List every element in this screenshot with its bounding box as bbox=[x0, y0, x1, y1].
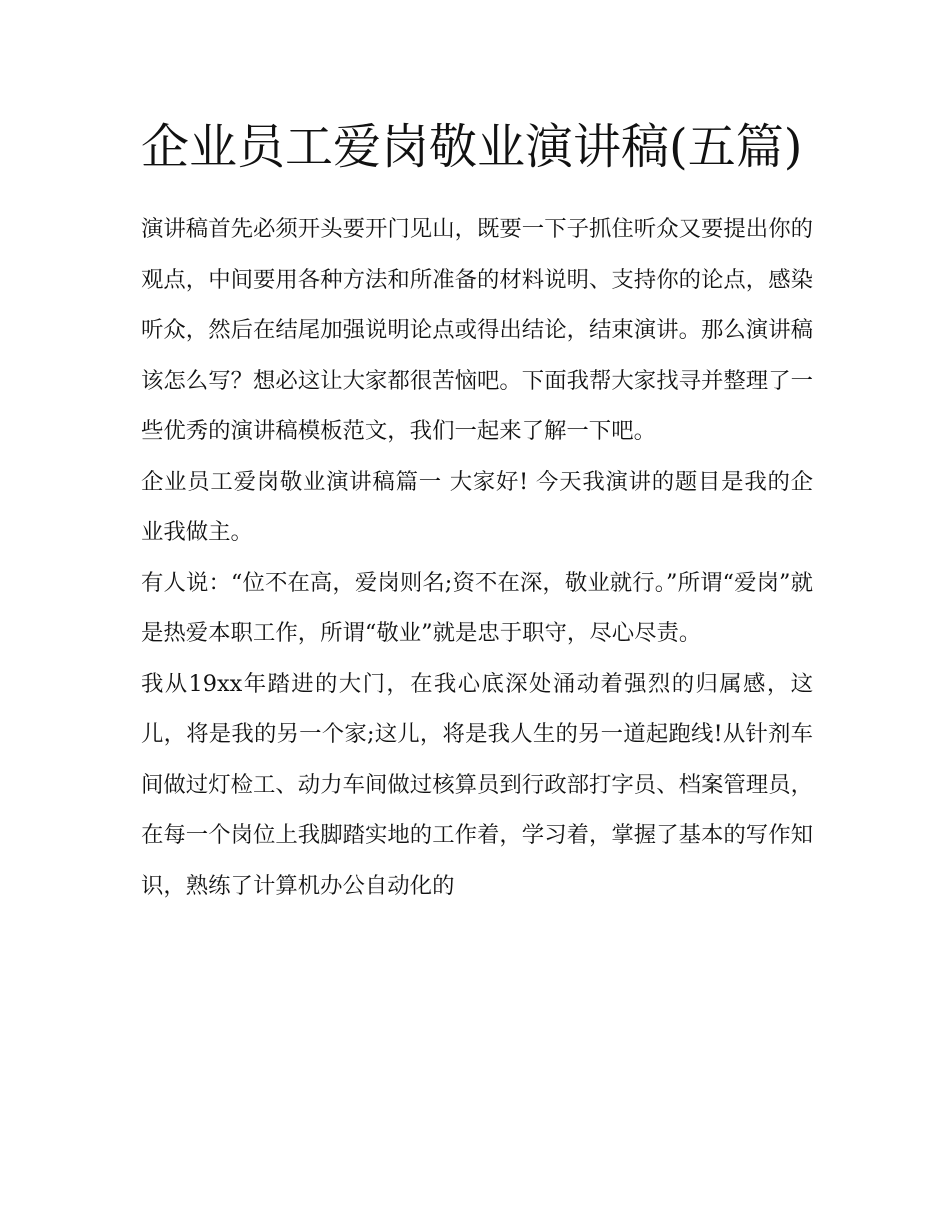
document-page bbox=[141, 112, 813, 911]
speech-opening-paragraph: 企业员工爱岗敬业演讲稿篇一 大家好! 今天我演讲的题目是我的企业我做主。 bbox=[141, 468, 813, 545]
intro-paragraph: 演讲稿首先必须开头要开门见山，既要一下子抓住听众又要提出你的观点，中间要用各种方法和所准备的材料说明、支持你的论点，感染听众，然后在结尾加强说明论点或得出结论，结束演讲。那么演讲稿该怎么写？想必这让大家都很苦恼吧。下面我帮大家找寻并整理了一些优秀的演讲稿模板范文，我们一起来了解一下吧。 bbox=[141, 216, 813, 444]
experience-paragraph: 我从19xx年踏进的大门，在我心底深处涌动着强烈的归属感，这儿，将是我的另一个家;这儿，将是我人生的另一道起跑线!从针剂车间做过灯检工、动力车间做过核算员到行政部打字员、档案管理员，在每一个岗位上我脚踏实地的工作着，学习着，掌握了基本的写作知识，熟练了计算机办公自动化的 bbox=[141, 670, 813, 899]
quote-paragraph: 有人说：“位不在高，爱岗则名;资不在深，敬业就行。”所谓“爱岗”就是热爱本职工作，所谓“敬业”就是忠于职守，尽心尽责。 bbox=[141, 569, 813, 646]
document-title: 企业员工爱岗敬业演讲稿(五篇) bbox=[141, 119, 803, 175]
